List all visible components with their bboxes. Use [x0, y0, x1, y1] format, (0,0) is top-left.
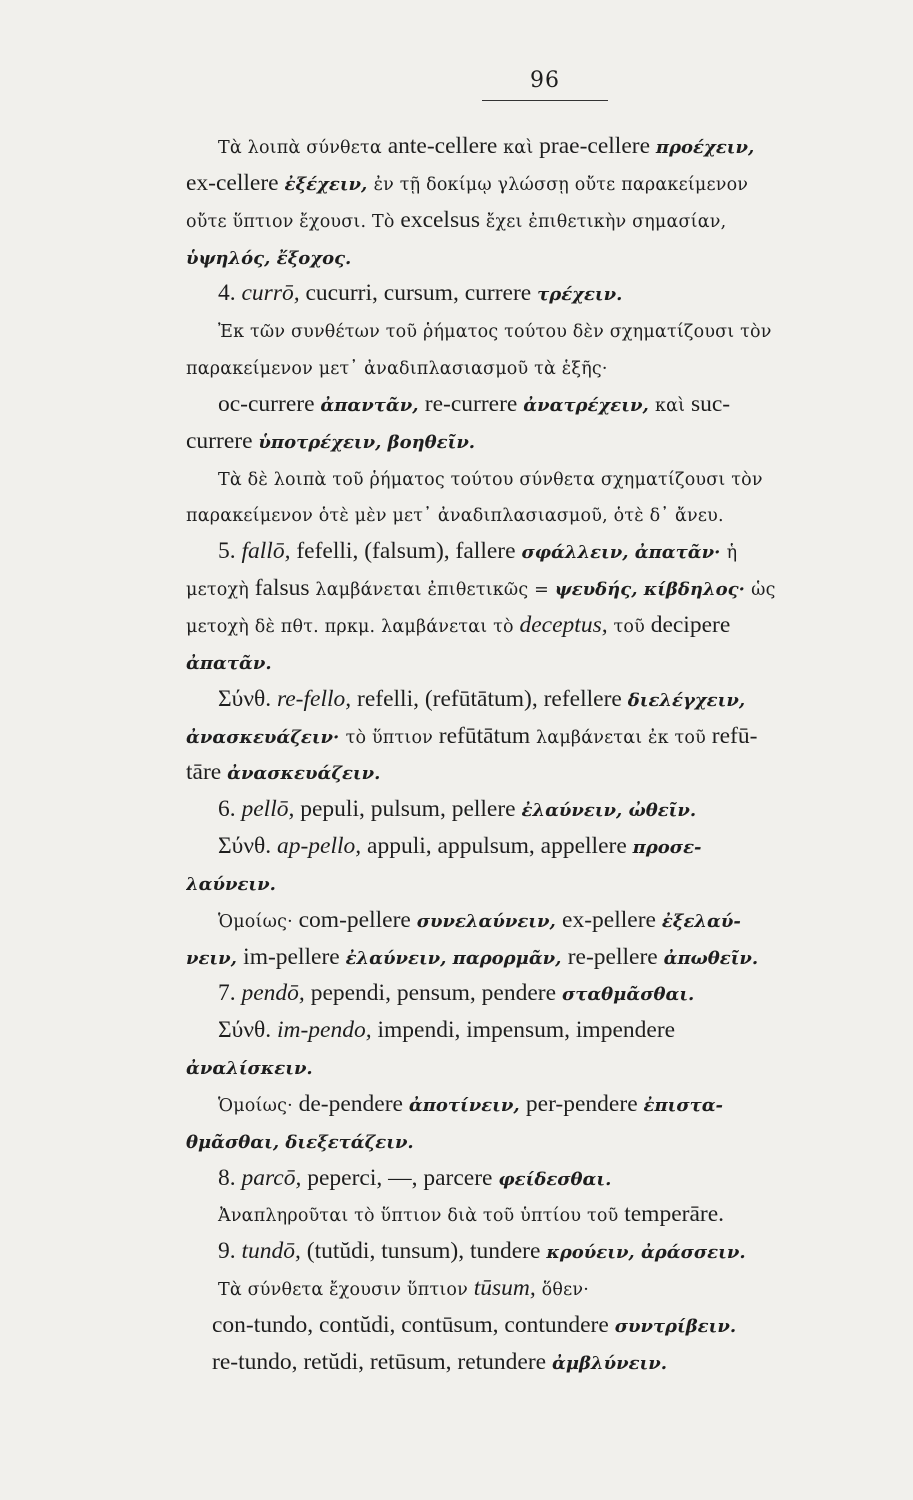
- text-line: [186, 386, 902, 423]
- body-text: [186, 128, 902, 1381]
- text-line: [186, 1196, 902, 1233]
- text-run: oc-currere: [218, 390, 321, 417]
- text-line: [186, 423, 902, 460]
- text-run: οὔτε ὕπτιον ἔχουσι.: [186, 211, 373, 232]
- text-run: excelsus: [400, 206, 486, 233]
- text-run: θμᾶσθαι, διεξετάζειν.: [186, 1131, 414, 1153]
- text-run: 4.: [218, 280, 242, 307]
- header-rule: [482, 100, 608, 101]
- text-run: ἐν τῇ δοκίμῳ γλώσσῃ οὔτε παρακείμενον: [373, 174, 749, 195]
- text-line: [186, 533, 902, 570]
- text-run: con-tundo, contŭdi, contūsum, contundere: [212, 1312, 615, 1338]
- text-run: καὶ: [654, 395, 691, 416]
- text-run: Σύνθ.: [218, 1017, 277, 1044]
- text-run: pendō,: [241, 980, 311, 1007]
- text-run: ἀπατᾶν.: [186, 652, 272, 674]
- text-run: καὶ: [503, 138, 540, 158]
- text-run: ex-cellere: [186, 169, 285, 196]
- text-run: 6.: [218, 796, 242, 823]
- text-run: re-pellere: [567, 943, 664, 970]
- text-run: prae-cellere: [539, 133, 656, 159]
- text-run: impendi, impensum, impendere: [377, 1017, 676, 1044]
- text-run: de-pendere: [298, 1090, 409, 1117]
- text-run: re-fello,: [276, 685, 357, 712]
- text-run: σταθμᾶσθαι.: [561, 984, 695, 1006]
- text-run: Ὁμοίως·: [218, 911, 299, 932]
- text-run: ap-pello,: [276, 833, 368, 860]
- text-line: [186, 1012, 902, 1049]
- text-run: tundō,: [241, 1238, 307, 1265]
- text-line: [186, 975, 902, 1012]
- text-run: falsus: [254, 575, 316, 602]
- text-run: ἀποτίνειν,: [408, 1094, 526, 1116]
- text-run: ἀπωθεῖν.: [663, 947, 759, 969]
- text-run: im-pellere: [243, 943, 346, 970]
- text-run: ἔχει ἐπιθετικὴν σημασίαν,: [485, 211, 727, 232]
- text-run: tūsum,: [473, 1275, 542, 1302]
- text-run: παρακείμενον μετ᾽ ἀναδιπλασιασμοῦ τὰ ἑξῆς·: [186, 359, 608, 380]
- text-run: συνελαύνειν,: [416, 910, 563, 932]
- text-run: ἐλαύνειν, ὠθεῖν.: [521, 800, 697, 822]
- text-line: [186, 1160, 902, 1197]
- text-run: refūtātum: [438, 722, 537, 749]
- text-line: [186, 754, 902, 791]
- text-run: ἐλαύνειν, παρορμᾶν,: [345, 947, 568, 969]
- text-run: συντρίβειν.: [614, 1316, 737, 1337]
- text-run: fallō,: [241, 538, 297, 565]
- text-run: ante-cellere: [387, 133, 504, 159]
- text-run: 8.: [218, 1164, 242, 1191]
- text-run: ἀμβλύνειν.: [551, 1352, 667, 1374]
- text-run: temperāre.: [624, 1201, 725, 1228]
- text-run: com-pellere: [298, 906, 417, 933]
- text-line: [186, 718, 902, 755]
- text-run: pellō,: [241, 796, 301, 823]
- text-line: [186, 1307, 902, 1344]
- text-line: [186, 1049, 902, 1086]
- text-run: μετοχὴ δὲ πθτ. πρκμ. λαμβάνεται τὸ: [186, 616, 520, 637]
- text-run: μετοχὴ: [186, 580, 255, 601]
- text-line: [186, 312, 902, 349]
- text-line: [186, 607, 902, 644]
- text-line: [186, 644, 902, 681]
- text-run: Σύνθ.: [218, 685, 277, 712]
- text-line: [186, 1086, 902, 1123]
- text-run: ἀνατρέχειν,: [523, 394, 655, 416]
- text-run: τρέχειν.: [537, 284, 623, 306]
- text-run: cucurri, cursum, currere: [305, 280, 538, 307]
- text-run: διελέγχειν,: [627, 689, 746, 711]
- text-run: ἀνασκευάζειν.: [227, 763, 381, 785]
- text-run: ψευδής, κίβδηλος·: [554, 579, 752, 601]
- text-line: [186, 202, 902, 239]
- text-line: [186, 460, 902, 497]
- text-run: ἀπαντᾶν,: [320, 394, 425, 416]
- text-run: fefelli, (falsum), fallere: [296, 538, 522, 565]
- text-run: κρούειν, ἀράσσειν.: [546, 1242, 746, 1264]
- text-line: [186, 239, 902, 276]
- text-run: appuli, appulsum, appellere: [367, 833, 633, 860]
- text-run: Τὰ λοιπὰ σύνθετα: [218, 138, 388, 158]
- page-number: 96: [530, 68, 560, 93]
- text-run: λαύνειν.: [186, 873, 276, 895]
- text-run: suc-: [690, 390, 731, 417]
- text-line: [186, 570, 902, 607]
- text-run: Τὰ δὲ λοιπὰ τοῦ ῥήματος τούτου σύνθετα σχηματίζουσι τὸν: [218, 469, 763, 490]
- text-run: νειν,: [186, 947, 244, 969]
- text-run: Ἀναπληροῦται τὸ ὕπτιον διὰ τοῦ ὑπτίου τοῦ: [218, 1206, 625, 1227]
- text-run: Ὁμοίως·: [218, 1095, 299, 1116]
- text-line: [186, 681, 902, 718]
- text-run: λαμβάνεται ἐκ τοῦ: [536, 727, 712, 748]
- text-run: re-tundo, retŭdi, retūsum, retundere: [212, 1348, 552, 1375]
- text-run: παρακείμενον ὁτὲ μὲν μετ᾽ ἀναδιπλασιασμοῦ, ὁτὲ δ᾽ ἄνευ.: [186, 506, 724, 527]
- text-run: Ἐκ τῶν συνθέτων τοῦ ῥήματος τούτου δὲν σχηματίζουσι τὸν: [218, 322, 772, 343]
- text-run: im-pendo,: [276, 1017, 378, 1044]
- text-run: ὑποτρέχειν, βοηθεῖν.: [258, 431, 476, 453]
- text-run: ὡς: [751, 580, 776, 601]
- text-run: parcō,: [241, 1164, 308, 1191]
- text-line: [186, 791, 902, 828]
- text-run: ὅθεν·: [541, 1280, 589, 1301]
- text-line: [186, 165, 902, 202]
- text-run: Τὸ: [372, 211, 401, 232]
- text-run: refū-: [711, 722, 758, 749]
- text-run: ex-pellere: [562, 906, 662, 933]
- text-line: [186, 1123, 902, 1160]
- text-run: Τὰ σύνθετα ἔχουσιν ὕπτιον: [218, 1280, 474, 1301]
- text-line: [186, 1233, 902, 1270]
- text-run: re-currere: [424, 390, 524, 417]
- text-run: pependi, pensum, pendere: [310, 980, 562, 1007]
- text-run: refelli, (refūtātum), refellere: [357, 685, 628, 712]
- text-run: ἀνασκευάζειν·: [186, 726, 346, 748]
- text-run: ἐξέχειν,: [284, 173, 374, 195]
- text-run: ἀναλίσκειν.: [186, 1058, 313, 1080]
- text-run: (tutŭdi, tunsum), tundere: [306, 1238, 547, 1265]
- text-line: [186, 349, 902, 386]
- text-run: σφάλλειν, ἀπατᾶν·: [521, 542, 727, 564]
- text-line: [186, 1270, 902, 1307]
- text-run: τοῦ: [613, 616, 651, 637]
- text-run: decipere: [650, 611, 731, 638]
- text-run: 7.: [218, 980, 242, 1007]
- text-line: [186, 496, 902, 533]
- text-run: deceptus,: [519, 611, 614, 638]
- text-line: [186, 865, 902, 902]
- text-run: ἐπιστα-: [643, 1094, 724, 1116]
- text-run: 5.: [218, 538, 242, 565]
- text-run: peperci, —, parcere: [307, 1164, 499, 1191]
- text-run: per-pendere: [525, 1090, 644, 1117]
- text-line: [186, 828, 902, 865]
- text-run: λαμβάνεται ἐπιθετικῶς =: [315, 580, 555, 601]
- text-line: [186, 1344, 902, 1381]
- text-run: προέχειν,: [655, 137, 755, 158]
- text-run: ὑψηλός, ἔξοχος.: [186, 247, 352, 269]
- text-run: ἡ: [726, 543, 738, 564]
- text-run: currō,: [241, 280, 306, 307]
- text-run: φείδεσθαι.: [498, 1168, 612, 1190]
- text-run: ἐξελαύ-: [661, 910, 741, 932]
- text-line: [186, 902, 902, 939]
- text-run: pepuli, pulsum, pellere: [300, 796, 522, 823]
- text-run: προσε-: [632, 837, 702, 859]
- text-run: τὸ ὕπτιον: [345, 727, 439, 748]
- text-line: [186, 275, 902, 312]
- text-run: tāre: [186, 759, 228, 786]
- text-run: Σύνθ.: [218, 833, 277, 860]
- text-run: 9.: [218, 1238, 242, 1265]
- text-line: [186, 939, 902, 976]
- text-line: [186, 128, 902, 165]
- text-run: currere: [186, 427, 259, 454]
